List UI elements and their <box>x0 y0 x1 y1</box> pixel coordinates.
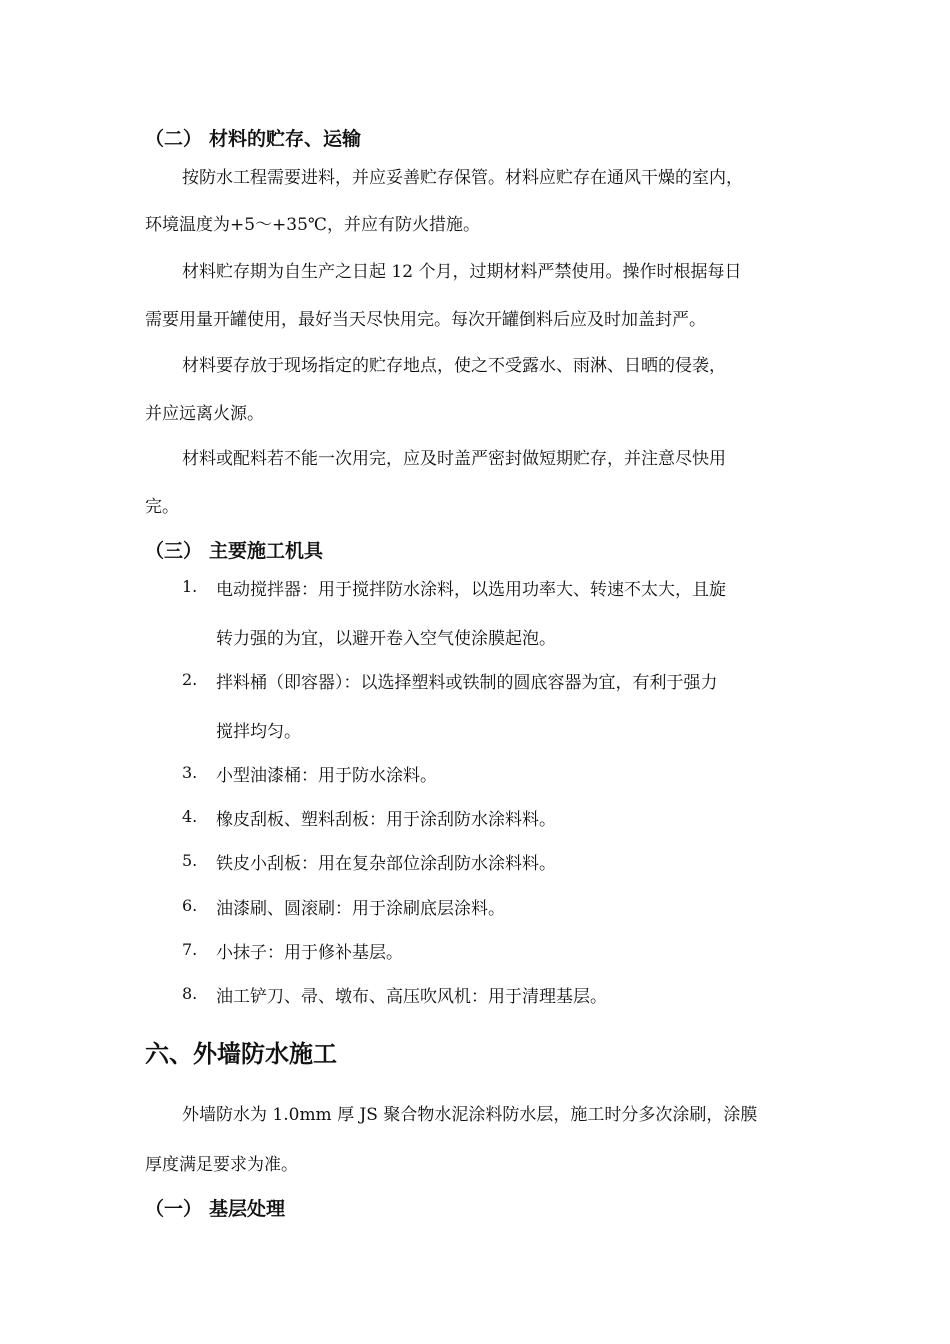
list-item-text: 油漆刷、圆滚刷：用于涂刷底层涂料。 <box>216 899 505 919</box>
paragraph-line: 按防水工程需要进料，并应妥善贮存保管。材料应贮存在通风干燥的室内， <box>182 168 743 188</box>
list-item-text: 小型油漆桶：用于防水涂料。 <box>216 766 437 786</box>
list-item-text: 转力强的为宜，以避开卷入空气使涂膜起泡。 <box>216 629 556 649</box>
list-item-number: 3. <box>182 763 198 782</box>
paragraph-line: 完。 <box>145 497 179 517</box>
paragraph-line: 材料贮存期为自生产之日起 12 个月，过期材料严禁使用。操作时根据每日 <box>182 262 742 282</box>
paragraph-line: 外墙防水为 1.0mm 厚 JS 聚合物水泥涂料防水层，施工时分多次涂刷，涂膜 <box>182 1105 758 1125</box>
list-item-number: 7. <box>182 940 198 959</box>
section-heading-storage <box>145 124 361 151</box>
list-item-text: 搅拌均匀。 <box>216 722 301 742</box>
heading-number: （一） <box>145 1198 203 1220</box>
paragraph-line: 并应远离火源。 <box>145 404 264 424</box>
list-item-number: 8. <box>182 984 198 1003</box>
list-item-text: 油工铲刀、帚、墩布、高压吹风机：用于清理基层。 <box>216 987 607 1007</box>
paragraph-line: 需要用量开罐使用，最好当天尽快用完。每次开罐倒料后应及时加盖封严。 <box>145 310 706 330</box>
list-item-number: 2. <box>182 670 198 689</box>
list-item-number: 5. <box>182 851 198 870</box>
heading-title: 材料的贮存、运输 <box>209 128 362 150</box>
section-heading-base <box>145 1194 285 1221</box>
heading-number: （二） <box>145 128 203 150</box>
list-item-number: 4. <box>182 807 198 826</box>
list-item-text: 拌料桶（即容器）：以选择塑料或铁制的圆底容器为宜，有利于强力 <box>216 673 718 693</box>
list-item-text: 小抹子：用于修补基层。 <box>216 943 403 963</box>
section-heading-tools <box>145 536 323 563</box>
heading-number: （三） <box>145 540 203 562</box>
paragraph-line: 材料或配料若不能一次用完，应及时盖严密封做短期贮存，并注意尽快用 <box>182 449 726 469</box>
list-item-text: 电动搅拌器：用于搅拌防水涂料，以选用功率大、转速不太大，且旋 <box>216 580 726 600</box>
paragraph-line: 厚度满足要求为准。 <box>145 1155 298 1175</box>
list-item-text: 铁皮小刮板：用在复杂部位涂刮防水涂料料。 <box>216 854 556 874</box>
heading-title: 主要施工机具 <box>209 540 324 562</box>
list-item-number: 6. <box>182 896 198 915</box>
list-item-text: 橡皮刮板、塑料刮板：用于涂刮防水涂料料。 <box>216 810 556 830</box>
heading-title: 基层处理 <box>209 1198 286 1220</box>
chapter-heading: 六、外墙防水施工 <box>145 1039 337 1068</box>
list-item-number: 1. <box>182 577 198 596</box>
paragraph-line: 材料要存放于现场指定的贮存地点，使之不受露水、雨淋、日晒的侵袭， <box>182 356 726 376</box>
paragraph-line: 环境温度为+5～+35℃，并应有防火措施。 <box>145 215 480 235</box>
